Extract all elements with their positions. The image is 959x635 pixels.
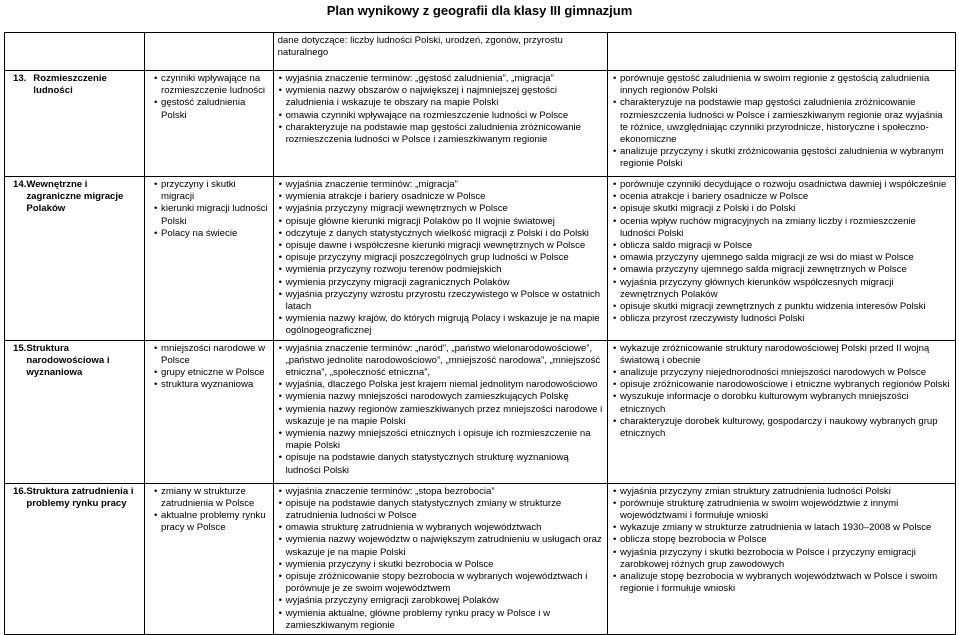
list-item: • wyjaśnia przyczyny zmian struktury zatrudnienia ludności Polski bbox=[620, 486, 951, 498]
list-item: • wymienia nazwy krajów, do których migrują Polacy i wskazuje je na mapie ogólnogeograficznej bbox=[286, 313, 603, 337]
list-item: • omawia czynniki wpływające na rozmieszczenie ludności w Polsce bbox=[286, 110, 603, 122]
list-item: • struktura wyznaniowa bbox=[161, 379, 269, 391]
list-item: • grupy etniczne w Polsce bbox=[161, 367, 269, 379]
basic-requirements-cell bbox=[273, 177, 607, 341]
list-item: • charakteryzuje na podstawie map gęstości zaludnienia zróżnicowanie rozmieszczenia ludności w Polsce i zamieszkiwanym regionie oraz wyjaśnia te różnice, uwzględniając czynniki przyrodnicze, historyczne i społeczno-ekonomiczne bbox=[620, 97, 951, 146]
list-item: • wymienia przyczyny i skutki bezrobocia w Polsce bbox=[286, 559, 603, 571]
basic-list bbox=[278, 486, 603, 632]
topic-cell bbox=[5, 483, 145, 634]
list-item: • analizuje przyczyny i skutki zróżnicowania gęstości zaludnienia w wybranym regionie Polski bbox=[620, 146, 951, 170]
lesson-number: 14. bbox=[13, 179, 27, 190]
lesson-topic: Rozmieszczenie ludności bbox=[33, 73, 107, 97]
list-item: • opisuje główne kierunki migracji Polaków po II wojnie światowej bbox=[286, 216, 603, 228]
extended-requirements-cell bbox=[607, 177, 955, 341]
list-item: • wyjaśnia, dlaczego Polska jest krajem niemal jednolitym narodowościowo bbox=[286, 379, 603, 391]
list-item: • charakteryzuje dorobek kulturowy, gospodarczy i naukowy wybranych grup etnicznych bbox=[620, 416, 951, 440]
extended-list bbox=[612, 486, 951, 596]
list-item: • wymienia nazwy mniejszości etnicznych i opisuje ich rozmieszczenie na mapie Polski bbox=[286, 428, 603, 452]
list-item: • omawia przyczyny ujemnego salda migracji ze wsi do miast w Polsce bbox=[620, 252, 951, 264]
list-item: • analizuje stopę bezrobocia w wybranych województwach w Polsce i swoim regionie i formułuje wnioski bbox=[620, 571, 951, 595]
lesson-number: 13. bbox=[13, 73, 27, 84]
table-row bbox=[5, 33, 956, 71]
page-title: Plan wynikowy z geografii dla klasy III gimnazjum bbox=[326, 3, 633, 18]
list-item: • wyjaśnia znaczenie terminów: „stopa bezrobocia” bbox=[286, 486, 603, 498]
lesson-topic: Struktura zatrudnienia i problemy rynku pracy bbox=[26, 485, 134, 509]
basic-list bbox=[278, 179, 603, 338]
list-item: • porównuje gęstość zaludnienia w swoim regionie z gęstością zaludnienia innych regionów Polski bbox=[620, 73, 951, 97]
list-item: • wymienia aktualne, główne problemy rynku pracy w Polsce i w zamieszkiwanym regionie bbox=[286, 608, 603, 632]
list-item: • analizuje przyczyny niejednorodności mniejszości narodowych w Polsce bbox=[620, 367, 951, 379]
list-item: • wymienia przyczyny rozwoju terenów podmiejskich bbox=[286, 264, 603, 276]
plan-table bbox=[4, 32, 956, 635]
list-item: • gęstość zaludnienia Polski bbox=[161, 97, 269, 121]
list-item: • wyjaśnia znaczenie terminów: „migracja” bbox=[286, 179, 603, 191]
list-item: • charakteryzuje na podstawie map gęstości zaludnienia zróżnicowanie rozmieszczenia ludności w Polsce i zamieszkiwanym regionie bbox=[286, 122, 603, 146]
basic-requirements-cell bbox=[273, 71, 607, 177]
list-item: • aktualne problemy rynku pracy w Polsce bbox=[161, 510, 269, 534]
list-item: • przyczyny i skutki migracji bbox=[161, 179, 269, 203]
list-item: • wymienia przyczyny migracji zagranicznych Polaków bbox=[286, 277, 603, 289]
list-item: • opisuje skutki migracji zewnętrznych z punktu widzenia interesów Polski bbox=[620, 301, 951, 313]
topic-cell bbox=[5, 177, 145, 341]
list-item: • ocenia atrakcje i bariery osadnicze w Polsce bbox=[620, 191, 951, 203]
list-item: • mniejszości narodowe w Polsce bbox=[161, 343, 269, 367]
basic-list bbox=[278, 73, 603, 146]
lesson-topic: Wewnętrzne i zagraniczne migracje Polaków bbox=[26, 179, 124, 215]
lesson-number: 15. bbox=[13, 342, 27, 354]
content-list bbox=[153, 343, 269, 392]
lesson-topic: Struktura narodowościowa i wyznaniowa bbox=[26, 342, 110, 379]
list-item: • wyjaśnia przyczyny wzrostu przyrostu rzeczywistego w Polsce w ostatnich latach bbox=[286, 289, 603, 313]
list-item: • oblicza stopę bezrobocia w Polsce bbox=[620, 534, 951, 546]
list-item: • wyjaśnia przyczyny i skutki bezrobocia w Polsce i przyczyny emigracji zarobkowej różnych grup zawodowych bbox=[620, 547, 951, 571]
list-item: • wymienia nazwy województw o największym zatrudnieniu w usługach oraz wskazuje je na mapie Polski bbox=[286, 534, 603, 558]
list-item: • wymienia nazwy regionów zamieszkiwanych przez mniejszości narodowe i wskazuje je na mapie Polski bbox=[286, 404, 603, 428]
extended-list bbox=[612, 73, 951, 171]
list-item: • oblicza przyrost rzeczywisty ludności Polski bbox=[620, 313, 951, 325]
basic-requirements-cell bbox=[273, 340, 607, 483]
list-item: • opisuje dawne i współczesne kierunki migracji wewnętrznych w Polsce bbox=[286, 240, 603, 252]
extended-requirements-cell bbox=[607, 340, 955, 483]
content-list bbox=[153, 179, 269, 240]
list-item: • wyjaśnia przyczyny emigracji zarobkowej Polaków bbox=[286, 595, 603, 607]
content-cell bbox=[145, 177, 274, 341]
list-item: • zmiany w strukturze zatrudnienia w Polsce bbox=[161, 486, 269, 510]
content-cell bbox=[145, 71, 274, 177]
topic-cell bbox=[5, 33, 145, 71]
table-row bbox=[5, 177, 956, 341]
list-item: • kierunki migracji ludności Polski bbox=[161, 203, 269, 227]
list-item: • oblicza saldo migracji w Polsce bbox=[620, 240, 951, 252]
extended-list bbox=[612, 179, 951, 325]
list-item: • wyjaśnia przyczyny migracji wewnętrznych w Polsce bbox=[286, 203, 603, 215]
content-cell bbox=[145, 340, 274, 483]
list-item: • wyjaśnia znaczenie terminów: „gęstość zaludnienia”, „migracja” bbox=[286, 73, 603, 85]
topic-cell bbox=[5, 71, 145, 177]
list-item: • opisuje przyczyny migracji poszczególnych grup ludności w Polsce bbox=[286, 252, 603, 264]
table-row bbox=[5, 71, 956, 177]
list-item: • wyjaśnia przyczyny głównych kierunków współczesnych migracji zewnętrznych Polaków bbox=[620, 277, 951, 301]
list-item: • wykazuje zmiany w strukturze zatrudnienia w latach 1930–2008 w Polsce bbox=[620, 522, 951, 534]
list-item: • opisuje zróżnicowanie narodowościowe i etniczne wybranych regionów Polski bbox=[620, 379, 951, 391]
list-item: • wymienia nazwy obszarów o największej i najmniejszej gęstości zaludnienia i wskazuje te obszary na mapie Polski bbox=[286, 85, 603, 109]
basic-requirements-cell bbox=[273, 483, 607, 634]
table-row bbox=[5, 483, 956, 634]
list-item: • omawia przyczyny ujemnego salda migracji zewnętrznych w Polsce bbox=[620, 264, 951, 276]
extended-requirements-cell bbox=[607, 71, 955, 177]
extended-requirements-cell bbox=[607, 483, 955, 634]
list-item: • odczytuje z danych statystycznych wielkość migracji z Polski i do Polski bbox=[286, 228, 603, 240]
extended-requirements-cell bbox=[607, 33, 955, 71]
list-item: • wymienia atrakcje i bariery osadnicze w Polsce bbox=[286, 191, 603, 203]
content-list bbox=[153, 73, 269, 122]
list-item: • wyszukuje informacje o dorobku kulturowym wybranych mniejszości etnicznych bbox=[620, 391, 951, 415]
basic-requirements-cell bbox=[273, 33, 607, 71]
list-item: • opisuje skutki migracji z Polski i do Polski bbox=[620, 203, 951, 215]
list-item: • czynniki wpływające na rozmieszczenie ludności bbox=[161, 73, 269, 97]
list-item: • wymienia nazwy mniejszości narodowych zamieszkujących Polskę bbox=[286, 391, 603, 403]
list-item: • porównuje strukturę zatrudnienia w swoim województwie z innymi województwami i formułuje wnioski bbox=[620, 498, 951, 522]
table-row bbox=[5, 340, 956, 483]
list-item: • wyjaśnia znaczenie terminów: „naród”, „państwo wielonarodowościowe”, „państwo jednolite narodowościowo”, „mniejszość narodowa”, „mniejszość etniczna”, „społeczność etniczna”, bbox=[286, 343, 603, 380]
list-item: • porównuje czynniki decydujące o rozwoju osadnictwa dawniej i współcześnie bbox=[620, 179, 951, 191]
list-item: • opisuje na podstawie danych statystycznych strukturę wyznaniową ludności Polski bbox=[286, 452, 603, 476]
content-cell bbox=[145, 483, 274, 634]
list-item: • wykazuje zróżnicowanie struktury narodowościowej Polski przed II wojną światową i obecnie bbox=[620, 343, 951, 367]
content-list bbox=[153, 486, 269, 535]
list-item: • omawia strukturę zatrudnienia w wybranych województwach bbox=[286, 522, 603, 534]
basic-text: dane dotyczące: liczby ludności Polski, urodzeń, zgonów, przyrostu naturalnego bbox=[277, 35, 563, 59]
list-item: • Polacy na świecie bbox=[161, 228, 269, 240]
extended-list bbox=[612, 343, 951, 441]
list-item: • opisuje na podstawie danych statystycznych zmiany w strukturze zatrudnienia ludności w Polsce bbox=[286, 498, 603, 522]
content-cell bbox=[145, 33, 274, 71]
lesson-number: 16. bbox=[13, 485, 27, 497]
basic-list bbox=[278, 343, 603, 477]
list-item: • ocenia wpływ ruchów migracyjnych na zmiany liczby i rozmieszczenie ludności Polski bbox=[620, 216, 951, 240]
topic-cell bbox=[5, 340, 145, 483]
list-item: • opisuje zróżnicowanie stopy bezrobocia w wybranych województwach i porównuje je ze swoim województwem bbox=[286, 571, 603, 595]
